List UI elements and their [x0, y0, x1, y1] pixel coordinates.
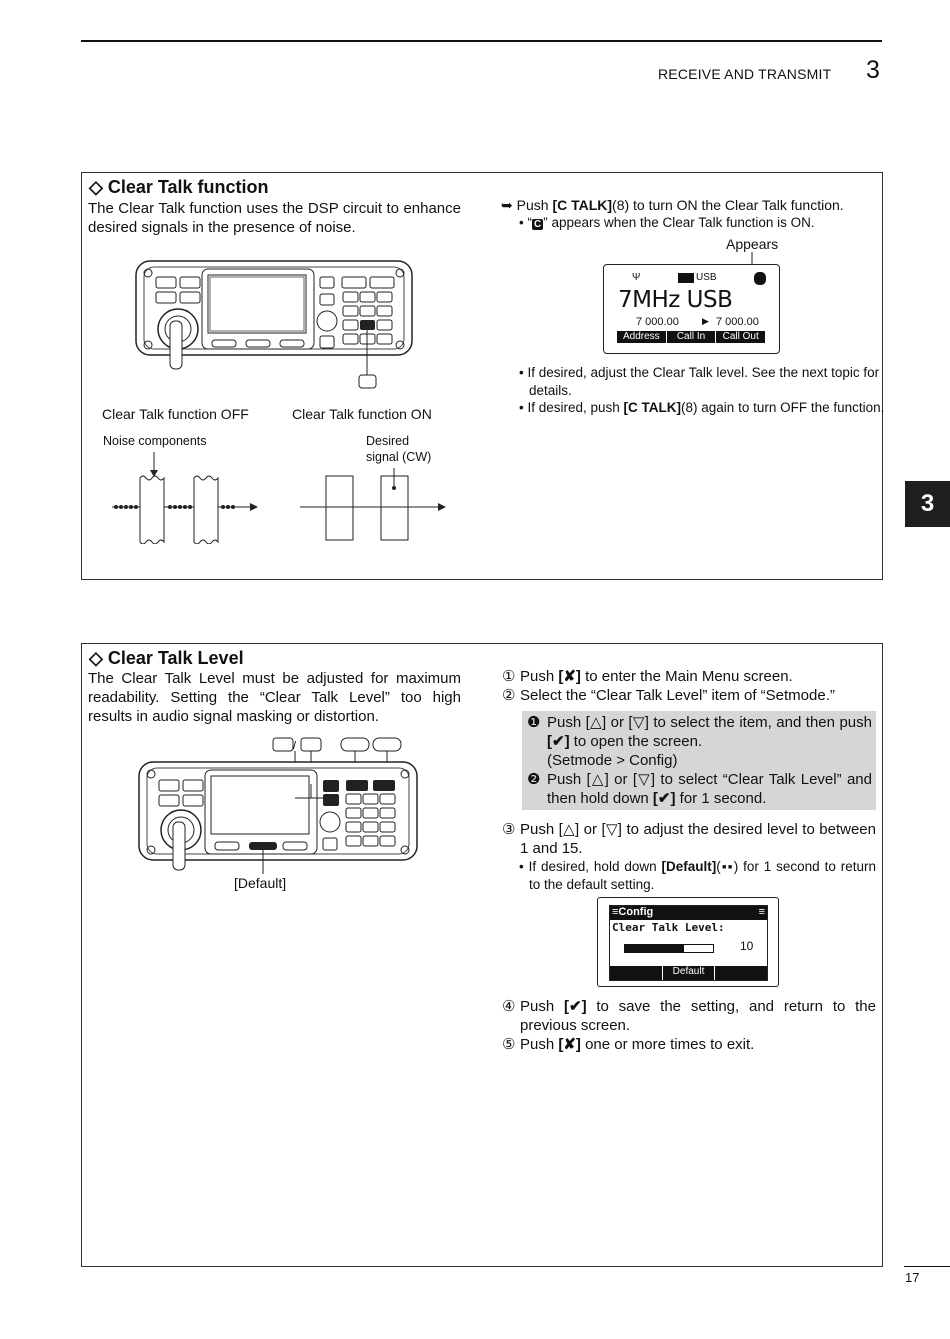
header-rule [81, 40, 882, 42]
label-clear-talk-off: Clear Talk function OFF [102, 406, 249, 422]
softkey-address[interactable]: Address [617, 331, 667, 343]
clear-talk-level-intro: The Clear Talk Level must be adjusted for maximum readability. Setting the “Clear Talk Level” too high results in audio signal masking or distortion. [88, 670, 461, 725]
lcd-config-label: Clear Talk Level: [612, 921, 725, 934]
appears-label: Appears [726, 236, 779, 252]
softkey-blank-right[interactable] [715, 966, 767, 980]
page-number: 17 [905, 1270, 920, 1285]
lcd-frequency-name: 7MHz USB [618, 287, 733, 313]
label-desired-line2: signal (CW) [366, 450, 432, 464]
label-clear-talk-on: Clear Talk function ON [292, 406, 432, 422]
default-key-caption: [Default] [234, 875, 287, 891]
clear-talk-intro: The Clear Talk function uses the DSP circuit to enhance desired signals in the presence of noise. [88, 200, 461, 236]
level-value: 10 [740, 939, 754, 953]
substep-2: ❷ Push [△] or [▽] to select “Clear Talk Level” and then hold down [✔] for 1 second. [527, 771, 872, 807]
softkey-call-in[interactable]: Call In [667, 331, 717, 343]
push-ctalk-instruction: ➥ Push [C TALK](8) to turn ON the Clear Talk function. [501, 197, 844, 213]
antenna-icon: Ψ [632, 272, 641, 283]
softkey-call-out[interactable]: Call Out [722, 331, 759, 342]
lcd-play-icon: ▶ [702, 316, 709, 326]
chapter-side-tab: 3 [905, 481, 950, 527]
ctalk-lcd-indicator-icon [754, 272, 766, 285]
label-noise-components: Noise components [103, 434, 207, 448]
bullet-turn-off: • If desired, push [C TALK](8) again to turn OFF the function. [519, 400, 885, 415]
step-1: ① Push [✘] to enter the Main Menu screen. [502, 668, 793, 685]
lcd-config-header: ≡Config ≡ [612, 906, 765, 918]
lcd-display-main [603, 264, 780, 354]
lcd-freq-right: 7 000.00 [716, 316, 759, 328]
ctalk-indicator-icon: C [533, 219, 542, 230]
label-desired-line1: Desired [366, 434, 410, 448]
ctalk-key-label: [C TALK] [552, 197, 613, 213]
menu-icon-right: ≡ [758, 906, 765, 918]
lcd-freq-left: 7 000.00 [636, 316, 679, 328]
diamond-icon: ◇ [89, 177, 108, 197]
softkey-default[interactable]: Default [663, 966, 716, 980]
step-2: ② Select the “Clear Talk Level” item of “Setmode.” [502, 687, 835, 704]
footer-rule [904, 1266, 950, 1267]
menu-icon: ≡ [612, 906, 619, 918]
substep-1: ❶ Push [△] or [▽] to select the item, and then push [✔] to open the screen. (Setmode > Config) [527, 714, 872, 769]
substeps-box [522, 711, 876, 810]
hf-tag-icon [678, 273, 694, 283]
softkey-blank-left[interactable] [610, 966, 663, 980]
step-3: ③ Push [△] or [▽] to adjust the desired level to between 1 and 15. [502, 821, 876, 857]
bullet-adjust-level: • If desired, adjust the Clear Talk level. See the next topic for details. [519, 365, 880, 398]
chapter-title: RECEIVE AND TRANSMIT [658, 66, 832, 82]
lcd-status-row [618, 272, 768, 285]
lcd-config-softkeys [610, 966, 767, 980]
final-steps [502, 997, 876, 1054]
radio-front-panel-illustration [134, 259, 416, 391]
lcd-softkey-bar [617, 331, 765, 343]
lcd-mode-tag: USB [696, 272, 717, 283]
step-3-note: • If desired, hold down [Default](▪▪) for 1 second to return to the default setting. [519, 859, 876, 892]
radio-front-panel-illustration-2 [137, 736, 422, 874]
arrow-right-icon: ➥ [501, 197, 517, 213]
section-title-clear-talk-level: ◇ Clear Talk Level [89, 648, 244, 668]
spectrum-diagram-on [298, 468, 448, 544]
section-title-clear-talk-function: ◇ Clear Talk function [89, 177, 269, 197]
lcd-config-screen [597, 897, 779, 987]
svg-text:/: / [293, 740, 297, 752]
lcd-config-inner [609, 905, 768, 981]
steps-column [502, 667, 876, 894]
ctalk-appears-note: • “ C ” appears when the Clear Talk function is ON. [519, 215, 815, 230]
level-bar-fill [625, 945, 684, 952]
spectrum-diagram-off [110, 448, 260, 544]
level-bar [624, 944, 714, 953]
step-5: ⑤ Push [✘] one or more times to exit. [502, 1036, 755, 1053]
step-4: ④ Push [✔] to save the setting, and return to the previous screen. [502, 998, 876, 1034]
chapter-number: 3 [866, 56, 880, 84]
diamond-icon: ◇ [89, 648, 108, 668]
